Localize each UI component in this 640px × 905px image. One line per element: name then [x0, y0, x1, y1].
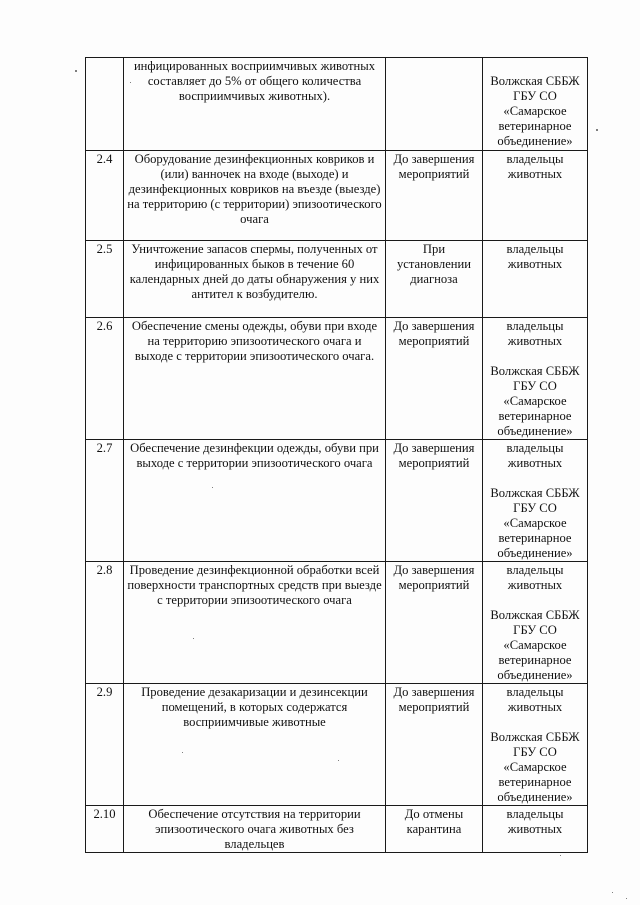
- row-responsible: [483, 241, 588, 318]
- row-term: До отмены карантина: [386, 806, 483, 853]
- row-term: До завершения мероприятий: [386, 318, 483, 440]
- responsible-owners: владельцы животных: [506, 807, 564, 836]
- row-number: 2.7: [86, 440, 124, 562]
- scan-speck: [626, 898, 627, 899]
- row-action: Уничтожение запасов спермы, полученных от инфицированных быков в течение 60 календарных дней до даты обнаружения у них антител к возбудителю.: [124, 241, 386, 318]
- scan-speck: [212, 487, 213, 488]
- row-number: 2.4: [86, 151, 124, 241]
- row-responsible: [483, 318, 588, 440]
- row-responsible: [483, 440, 588, 562]
- row-action: инфицированных восприимчивых животных составляет до 5% от общего количества восприимчивых животных).: [124, 58, 386, 151]
- responsible-owners: владельцы животных: [506, 685, 564, 714]
- responsible-owners: владельцы животных: [506, 563, 564, 592]
- responsible-owners: владельцы животных: [506, 319, 564, 348]
- table-row: [86, 806, 588, 853]
- row-responsible: [483, 58, 588, 151]
- row-action: Обеспечение отсутствия на территории эпизоотического очага животных без владельцев: [124, 806, 386, 853]
- row-action: Обеспечение дезинфекции одежды, обуви при выходе с территории эпизоотического очага: [124, 440, 386, 562]
- responsible-org: Волжская СББЖ ГБУ СО «Самарское ветеринарное объединение»: [490, 730, 580, 804]
- scan-speck: [182, 752, 183, 753]
- responsible-org: Волжская СББЖ ГБУ СО «Самарское ветеринарное объединение»: [490, 486, 580, 560]
- row-term: При установлении диагноза: [386, 241, 483, 318]
- row-responsible: [483, 806, 588, 853]
- responsible-org: Волжская СББЖ ГБУ СО «Самарское ветеринарное объединение»: [490, 364, 580, 438]
- table-row: [86, 241, 588, 318]
- row-number: [86, 58, 124, 151]
- table-row: [86, 318, 588, 440]
- row-number: 2.5: [86, 241, 124, 318]
- responsible-owners: владельцы животных: [506, 441, 564, 470]
- row-term: До завершения мероприятий: [386, 562, 483, 684]
- scan-speck: [560, 855, 561, 856]
- row-action: Оборудование дезинфекционных ковриков и (или) ванночек на входе (выходе) и дезинфекционных ковриков на въезде (выезде) на территорию (с территории) эпизоотического очага: [124, 151, 386, 241]
- row-action: Проведение дезинфекционной обработки всей поверхности транспортных средств при выезде с территории эпизоотического очага: [124, 562, 386, 684]
- row-number: 2.10: [86, 806, 124, 853]
- scan-speck: [338, 760, 339, 761]
- row-action: Обеспечение смены одежды, обуви при входе на территорию эпизоотического очага и выходе с территории эпизоотического очага.: [124, 318, 386, 440]
- row-responsible: [483, 562, 588, 684]
- row-term: [386, 58, 483, 151]
- row-number: 2.9: [86, 684, 124, 806]
- table-row: [86, 684, 588, 806]
- row-responsible: [483, 151, 588, 241]
- table-row: [86, 58, 588, 151]
- scan-speck: [75, 70, 77, 72]
- row-action: Проведение дезакаризации и дезинсекции помещений, в которых содержатся восприимчивые животные: [124, 684, 386, 806]
- responsible-owners: владельцы животных: [506, 242, 564, 271]
- scan-speck: [612, 892, 613, 893]
- scan-speck: [193, 638, 194, 639]
- row-term: До завершения мероприятий: [386, 684, 483, 806]
- row-term: До завершения мероприятий: [386, 151, 483, 241]
- responsible-org: Волжская СББЖ ГБУ СО «Самарское ветеринарное объединение»: [490, 608, 580, 682]
- row-responsible: [483, 684, 588, 806]
- table-row: [86, 440, 588, 562]
- responsible-owners: владельцы животных: [506, 152, 564, 181]
- table-row: [86, 562, 588, 684]
- measures-table: [85, 57, 588, 853]
- responsible-org: Волжская СББЖ ГБУ СО «Самарское ветеринарное объединение»: [490, 74, 580, 148]
- row-number: 2.8: [86, 562, 124, 684]
- row-term: До завершения мероприятий: [386, 440, 483, 562]
- table-row: [86, 151, 588, 241]
- scan-speck: [596, 129, 598, 131]
- scan-speck: [130, 82, 131, 83]
- row-number: 2.6: [86, 318, 124, 440]
